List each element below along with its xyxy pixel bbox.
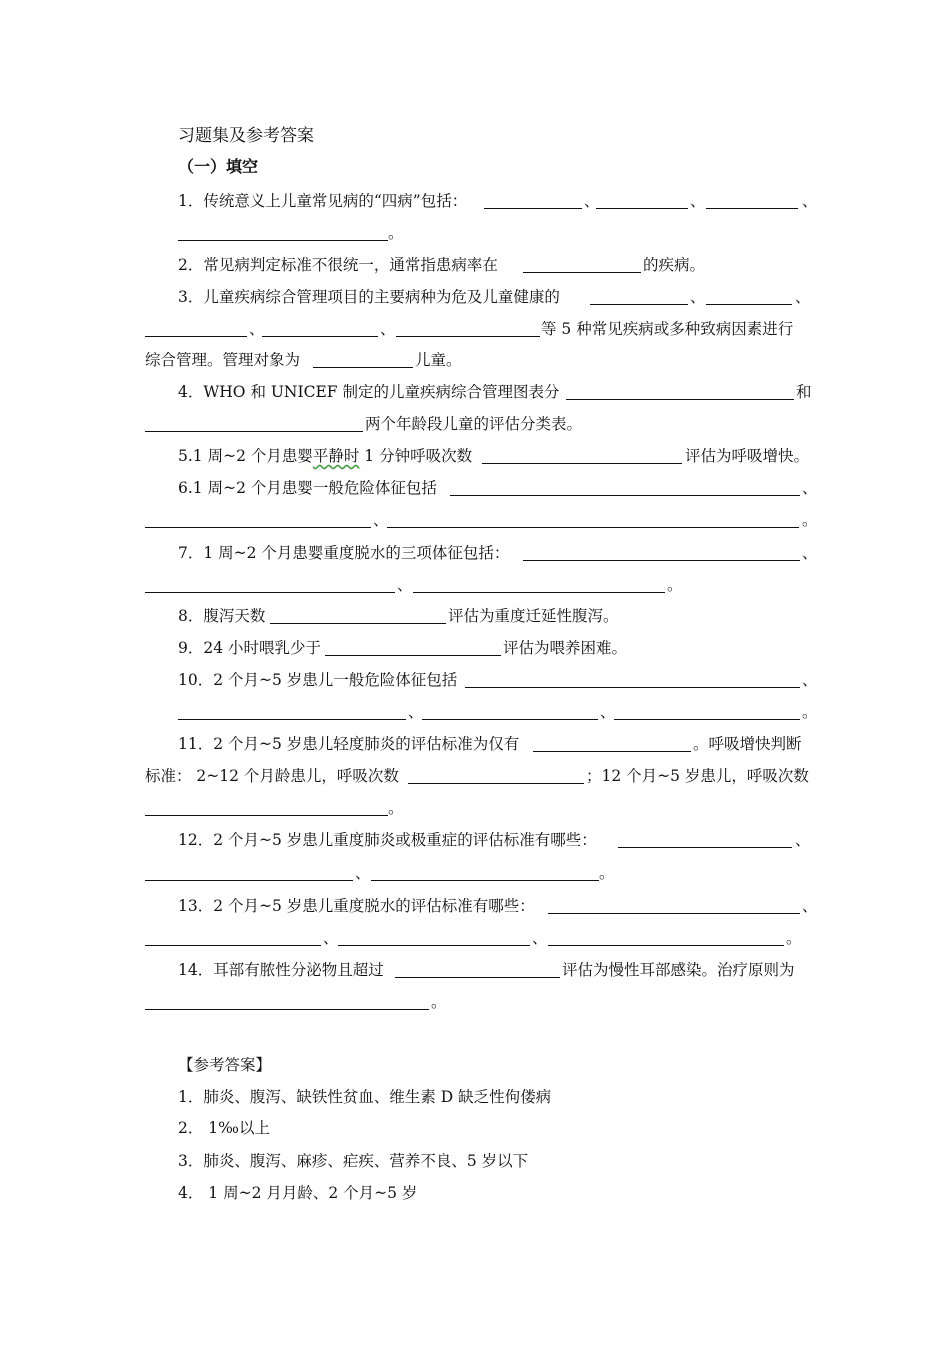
question-14-end: 。 xyxy=(431,993,447,1011)
question-11-tail: 。呼吸增快判断 xyxy=(693,735,802,753)
question-12-end: 。 xyxy=(599,864,615,882)
question-11-text: 11．2 个月~5 岁患儿轻度肺炎的评估标准为仅有 xyxy=(178,735,520,753)
question-3-sep: 、 xyxy=(380,320,396,338)
question-12-sep: 、 xyxy=(795,831,811,849)
question-11-blank-1[interactable] xyxy=(533,751,691,752)
question-14-tail: 评估为慢性耳部感染。治疗原则为 xyxy=(562,961,795,979)
question-7-blank-3[interactable] xyxy=(413,592,665,593)
question-14-blank-2[interactable] xyxy=(145,1009,429,1010)
question-1-sep: 、 xyxy=(690,192,706,210)
question-10-sep: 、 xyxy=(600,703,616,721)
question-13-blank-2[interactable] xyxy=(145,945,321,946)
question-11-blank-3[interactable] xyxy=(145,815,388,816)
question-9-blank[interactable] xyxy=(325,655,501,656)
question-12-blank-3[interactable] xyxy=(371,880,599,881)
question-11-end: 。 xyxy=(388,799,404,817)
question-5-tail: 评估为呼吸增快。 xyxy=(685,447,810,465)
question-8-blank[interactable] xyxy=(270,623,446,624)
question-4-blank-2[interactable] xyxy=(145,431,363,432)
question-6-blank-1[interactable] xyxy=(450,495,800,496)
question-13-sep: 、 xyxy=(802,897,818,915)
question-10-blank-1[interactable] xyxy=(465,687,800,688)
page-title: 习题集及参考答案 xyxy=(178,126,314,146)
question-3-blank-1[interactable] xyxy=(590,304,688,305)
question-1-sep: 、 xyxy=(802,192,818,210)
question-4-text: 4．WHO 和 UNICEF 制定的儿童疾病综合管理图表分 xyxy=(178,383,560,401)
question-7-end: 。 xyxy=(667,576,683,594)
question-1-end: 。 xyxy=(388,224,404,242)
question-7-blank-2[interactable] xyxy=(145,592,395,593)
answer-item: 2． 1‰以上 xyxy=(178,1119,270,1137)
question-13-sep: 、 xyxy=(323,929,339,947)
question-8-tail: 评估为重度迁延性腹泻。 xyxy=(448,607,619,625)
question-2-text: 2．常见病判定标准不很统一，通常指患病率在 xyxy=(178,256,498,274)
question-7-sep: 、 xyxy=(802,544,818,562)
question-11-line2-tail: ；12 个月~5 岁患儿，呼吸次数 xyxy=(586,767,809,785)
question-1-sep: 、 xyxy=(584,192,600,210)
question-1-blank-4[interactable] xyxy=(178,240,388,241)
question-3-sep: 、 xyxy=(249,320,265,338)
question-3-blank-4[interactable] xyxy=(262,336,378,337)
question-8-text: 8．腹泻天数 xyxy=(178,607,266,625)
question-6-sep: 、 xyxy=(802,479,818,497)
question-13-blank-1[interactable] xyxy=(548,913,800,914)
question-3-blank-2[interactable] xyxy=(706,304,792,305)
section-heading: （一）填空 xyxy=(178,157,259,176)
question-1-text: 1．传统意义上儿童常见病的“四病”包括： xyxy=(178,192,468,210)
question-6-sep: 、 xyxy=(373,511,389,529)
question-3-sep: 、 xyxy=(690,288,706,306)
question-5-text xyxy=(178,446,472,466)
question-1-blank-3[interactable] xyxy=(706,208,798,209)
answers-heading: 【参考答案】 xyxy=(178,1056,272,1074)
question-1-blank-2[interactable] xyxy=(596,208,688,209)
question-3-blank-6[interactable] xyxy=(313,367,413,368)
question-4-and: 和 xyxy=(796,383,812,401)
question-10-blank-3[interactable] xyxy=(422,719,598,720)
question-12-blank-1[interactable] xyxy=(618,847,792,848)
question-5-blank[interactable] xyxy=(482,463,682,464)
question-10-blank-2[interactable] xyxy=(178,719,406,720)
question-6-end: 。 xyxy=(802,511,818,529)
question-10-end: 。 xyxy=(802,703,818,721)
question-10-text: 10．2 个月~5 岁患儿一般危险体征包括 xyxy=(178,671,458,689)
question-13-sep: 、 xyxy=(532,929,548,947)
question-5-marked-term: 平静时 xyxy=(312,447,360,465)
question-12-blank-2[interactable] xyxy=(145,880,353,881)
question-5-head: 5.1 周~2 个月患婴 xyxy=(178,447,313,465)
question-6-text: 6.1 周~2 个月患婴一般危险体征包括 xyxy=(178,479,437,497)
question-13-end: 。 xyxy=(786,929,802,947)
answer-item: 1．肺炎、腹泻、缺铁性贫血、维生素 D 缺乏性佝偻病 xyxy=(178,1088,552,1106)
question-9-tail: 评估为喂养困难。 xyxy=(503,639,628,657)
question-3-line2-tail: 等 5 种常见疾病或多种致病因素进行 xyxy=(541,320,794,338)
question-4-tail: 两个年龄段儿童的评估分类表。 xyxy=(365,415,583,433)
question-4-blank-1[interactable] xyxy=(566,399,794,400)
question-10-blank-4[interactable] xyxy=(614,719,800,720)
question-7-sep: 、 xyxy=(397,576,413,594)
question-2-blank[interactable] xyxy=(523,272,641,273)
question-10-sep: 、 xyxy=(802,671,818,689)
question-3-sep: 、 xyxy=(795,288,811,306)
question-13-blank-4[interactable] xyxy=(548,945,784,946)
question-3-text: 3．儿童疾病综合管理项目的主要病种为危及儿童健康的 xyxy=(178,288,560,306)
question-1-blank-1[interactable] xyxy=(484,208,582,209)
question-13-blank-3[interactable] xyxy=(338,945,530,946)
question-9-text: 9．24 小时喂乳少于 xyxy=(178,639,322,657)
answer-item: 3．肺炎、腹泻、麻疹、疟疾、营养不良、5 岁以下 xyxy=(178,1152,529,1170)
question-7-blank-1[interactable] xyxy=(523,560,800,561)
question-12-text: 12．2 个月~5 岁患儿重度肺炎或极重症的评估标准有哪些： xyxy=(178,831,597,849)
question-14-text: 14．耳部有脓性分泌物且超过 xyxy=(178,961,384,979)
question-3-blank-3[interactable] xyxy=(145,336,247,337)
question-10-sep: 、 xyxy=(408,703,424,721)
question-13-text: 13．2 个月~5 岁患儿重度脱水的评估标准有哪些： xyxy=(178,897,535,915)
question-5-mid: 1 分钟呼吸次数 xyxy=(359,447,473,465)
question-11-blank-2[interactable] xyxy=(408,783,584,784)
question-11-line2-head: 标准： 2~12 个月龄患儿，呼吸次数 xyxy=(145,767,399,785)
question-3-blank-5[interactable] xyxy=(396,336,540,337)
question-3-line3-tail: 儿童。 xyxy=(415,351,462,369)
answer-item: 4． 1 周~2 月月龄、2 个月~5 岁 xyxy=(178,1184,418,1202)
question-6-blank-3[interactable] xyxy=(387,527,799,528)
question-2-tail: 的疾病。 xyxy=(643,256,706,274)
question-14-blank-1[interactable] xyxy=(395,977,560,978)
question-3-line3-head: 综合管理。管理对象为 xyxy=(145,351,301,369)
question-12-sep: 、 xyxy=(355,864,371,882)
question-6-blank-2[interactable] xyxy=(145,527,371,528)
question-7-text: 7．1 周~2 个月患婴重度脱水的三项体征包括： xyxy=(178,544,510,562)
